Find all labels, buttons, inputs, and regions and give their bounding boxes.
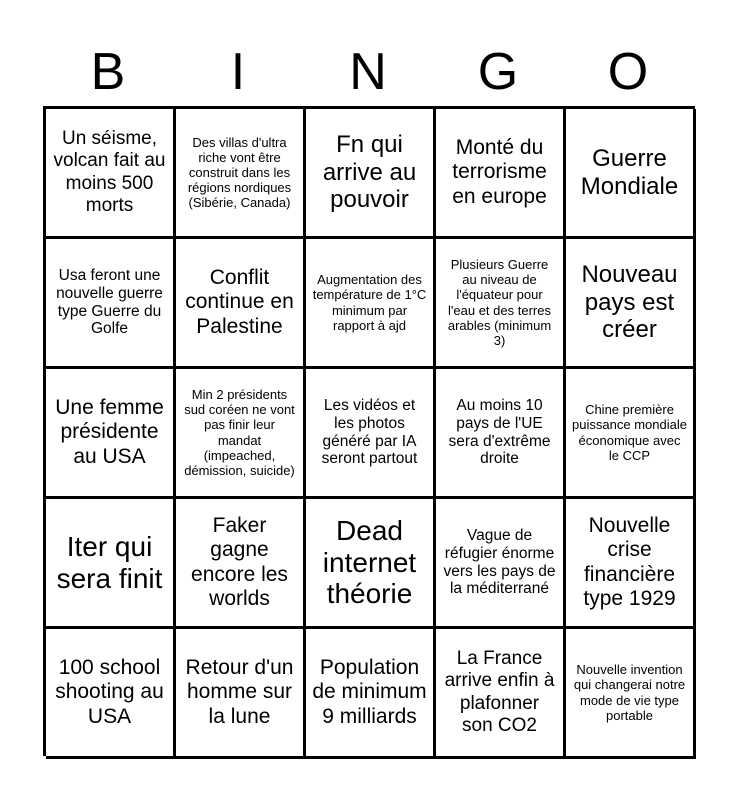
bingo-cell-r3-c3[interactable]: Les vidéos et les photos généré par IA seront partout (306, 369, 436, 499)
bingo-cell-r1-c5[interactable]: Guerre Mondiale (566, 109, 696, 239)
bingo-cell-r3-c5[interactable]: Chine première puissance mondiale économique avec le CCP (566, 369, 696, 499)
bingo-cell-r5-c5[interactable]: Nouvelle invention qui changerai notre mode de vie type portable (566, 629, 696, 759)
bingo-cell-r3-c4[interactable]: Au moins 10 pays de l'UE sera d'extrême droite (436, 369, 566, 499)
header-letter-i: I (230, 43, 246, 101)
bingo-cell-r2-c2[interactable]: Conflit continue en Palestine (176, 239, 306, 369)
bingo-cell-r4-c1[interactable]: Iter qui sera finit (46, 499, 176, 629)
bingo-cell-r2-c1[interactable]: Usa feront une nouvelle guerre type Guerre du Golfe (46, 239, 176, 369)
bingo-board (43, 106, 695, 756)
header-letter-g: G (477, 43, 519, 101)
bingo-cell-r4-c2[interactable]: Faker gagne encore les worlds (176, 499, 306, 629)
bingo-cell-r2-c5[interactable]: Nouveau pays est créer (566, 239, 696, 369)
bingo-cell-r1-c3[interactable]: Fn qui arrive au pouvoir (306, 109, 436, 239)
bingo-cell-r2-c3[interactable]: Augmentation des température de 1°C minimum par rapport à ajd (306, 239, 436, 369)
bingo-cell-r5-c2[interactable]: Retour d'un homme sur la lune (176, 629, 306, 759)
bingo-header (43, 38, 693, 106)
bingo-cell-r3-c1[interactable]: Une femme présidente au USA (46, 369, 176, 499)
header-letter-b: B (90, 43, 126, 101)
bingo-cell-r5-c4[interactable]: La France arrive enfin à plafonner son CO2 (436, 629, 566, 759)
bingo-cell-r5-c1[interactable]: 100 school shooting au USA (46, 629, 176, 759)
bingo-cell-r5-c3[interactable]: Population de minimum 9 milliards (306, 629, 436, 759)
bingo-cell-r1-c2[interactable]: Des villas d'ultra riche vont être construit dans les régions nordiques (Sibérie, Canada) (176, 109, 306, 239)
bingo-cell-r3-c2[interactable]: Min 2 présidents sud coréen ne vont pas finir leur mandat (impeached, démission, suicide) (176, 369, 306, 499)
bingo-cell-r4-c4[interactable]: Vague de réfugier énorme vers les pays de la méditerrané (436, 499, 566, 629)
bingo-cell-r2-c4[interactable]: Plusieurs Guerre au niveau de l'équateur pour l'eau et des terres arables (minimum 3) (436, 239, 566, 369)
bingo-cell-r1-c1[interactable]: Un séisme, volcan fait au moins 500 morts (46, 109, 176, 239)
header-letter-n: N (349, 43, 387, 101)
bingo-cell-r4-c3[interactable]: Dead internet théorie (306, 499, 436, 629)
header-letter-o: O (607, 43, 649, 101)
bingo-cell-r4-c5[interactable]: Nouvelle crise financière type 1929 (566, 499, 696, 629)
bingo-cell-r1-c4[interactable]: Monté du terrorisme en europe (436, 109, 566, 239)
